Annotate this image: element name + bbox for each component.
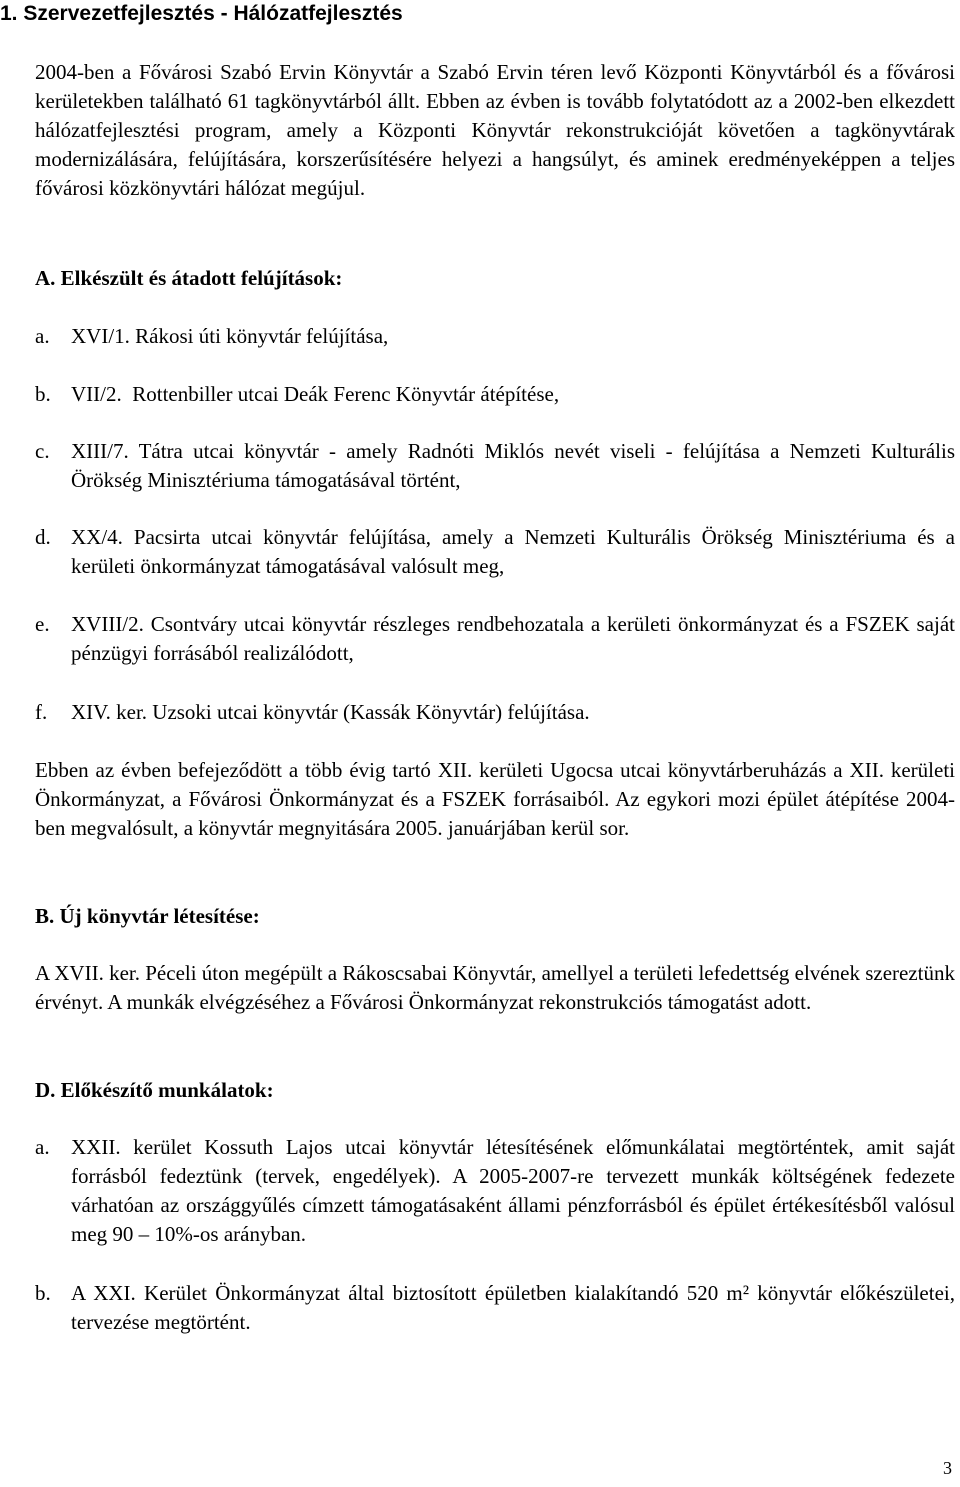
section-a-closing-paragraph: Ebben az évben befejeződött a több évig tartó XII. kerületi Ugocsa utcai könyvtárberuházás a XII. kerületi Önkormányzat, a Fővárosi Önkormányzat és a FSZEK forrásaiból. Az egykori mozi épület átépítése 2004-ben megvalósult, a könyvtár megnyitására 2005. januárjában kerül sor.	[35, 758, 955, 840]
list-item-text: A XXI. Kerület Önkormányzat által biztosított épületben kialakítandó 520 m² könyvtár előkészületei, tervezése megtörtént.	[71, 1281, 955, 1334]
list-item-label: b.	[35, 1281, 51, 1305]
list-item-text: XX/4. Pacsirta utcai könyvtár felújítása, amely a Nemzeti Kulturális Örökség Minisztériuma és a kerületi önkormányzat támogatásával valósult meg,	[71, 525, 955, 578]
list-item-label: c.	[35, 439, 50, 463]
page-number: 3	[943, 1458, 952, 1478]
section-title: 1. Szervezetfejlesztés - Hálózatfejlesztés	[0, 2, 403, 25]
list-item	[35, 380, 955, 409]
list-item	[35, 1133, 955, 1249]
intro-paragraph: 2004-ben a Fővárosi Szabó Ervin Könyvtár a Szabó Ervin téren levő Központi Könyvtárból és a fővárosi kerületekben található 61 tagkönyvtárból állt. Ebben az évben is tovább folytatódott az a 2002-ben elkezdett hálózatfejlesztési program, amely a Központi Könyvtár rekonstrukcióját követően a tagkönyvtárak modernizálására, felújítására, korszerűsítésére helyezi a hangsúlyt, és aminek eredményeképpen a teljes fővárosi közkönyvtári hálózat megújul.	[35, 60, 955, 200]
list-item	[35, 437, 955, 495]
section-d-heading: D. Előkészítő munkálatok:	[35, 1078, 274, 1102]
list-item	[35, 322, 955, 351]
section-a-heading: A. Elkészült és átadott felújítások:	[35, 266, 343, 290]
list-item	[35, 1279, 955, 1337]
section-b-paragraph: A XVII. ker. Péceli úton megépült a Rákoscsabai Könyvtár, amellyel a területi lefedettség elvének szereztünk érvényt. A munkák elvégzéséhez a Fővárosi Önkormányzat rekonstrukciós támogatást adott.	[35, 961, 955, 1014]
list-item	[35, 610, 955, 668]
list-item-label: a.	[35, 1135, 50, 1159]
list-item-label: f.	[35, 700, 48, 724]
list-item	[35, 698, 955, 727]
list-item	[35, 523, 955, 581]
section-b-heading: B. Új könyvtár létesítése:	[35, 904, 260, 928]
list-item-text: XXII. kerület Kossuth Lajos utcai könyvtár létesítésének előmunkálatai megtörténtek, amit saját forrásból fedeztünk (tervek, engedélyek). A 2005-2007-re tervezett munkák költségének fedezete várhatóan az országgyűlés címzett támogatásaként állami pénzforrásból és épület értékesítésből valósul meg 90 – 10%-os arányban.	[71, 1135, 955, 1246]
list-item-text: XIV. ker. Uzsoki utcai könyvtár (Kassák Könyvtár) felújítása.	[71, 700, 590, 724]
list-item-label: e.	[35, 612, 50, 636]
list-item-text: VII/2. Rottenbiller utcai Deák Ferenc Könyvtár átépítése,	[71, 382, 560, 406]
list-item-text: XIII/7. Tátra utcai könyvtár - amely Radnóti Miklós nevét viseli - felújítása a Nemzeti Kulturális Örökség Minisztériuma támogatásával történt,	[71, 439, 955, 492]
list-item-text: XVIII/2. Csontváry utcai könyvtár részleges rendbehozatala a kerületi önkormányzat és a FSZEK saját pénzügyi forrásából realizálódott,	[71, 612, 955, 665]
list-item-text: XVI/1. Rákosi úti könyvtár felújítása,	[71, 324, 389, 348]
list-item-label: b.	[35, 382, 51, 406]
list-item-label: d.	[35, 525, 51, 549]
list-item-label: a.	[35, 324, 50, 348]
